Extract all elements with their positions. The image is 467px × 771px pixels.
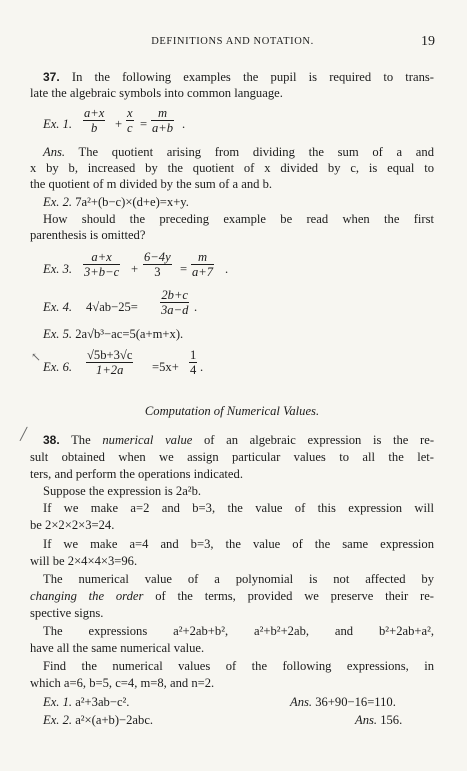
book-page: DEFINITIONS AND NOTATION. 19 37. In the following examples the pupil is required to trans- late the algebraic symbols into common language. Ex. 1. $\frac{a+x}{b}$ + $\frac{x}{c}$ = $\frac{m}{a+b}$ . Ans. The quotient arising from dividing the sum of a and x by b, increased by the quotient of x divided by c, is equal to the quotient of m divided by the sum of a and b. Ex. 2. 7a²+(b−c)×(d+e)=x+y. How should the preceding example be read when the first parenthesis is omitted? Ex. 3. $\frac{a+x}{3+b-c}$ + $\frac{6-4y}{3}$ = $\frac{m}{a+7}$ . Ex. 4. 4√ab−25= $\frac{2b+c}{3a-d}$ . Ex. 5. 2a√b³−ac=5(a+m+x). ↖ Ex. 6. $\frac{√5b+3√c}{1+2a}$ =5x+ $\frac{1}{4}$ . Computation of Numerical Values. ╱ 38. The numerical value of an algebraic expression is the re- sult obtained when we assign particular values to all the let- ters, and perform the operations indicated. Suppose the expression is 2a²b. If we make a=2 and b=3, the value of this expression will be 2×2×2×3=24. If we make a=4 and b=3, the value of the same expression will be 2×4×4×3=96. The numerical value of a polynomial is not affected by changing the order of the terms, provided we preserve their re- spective signs. The expressions a²+2ab+b², a²+b²+2ab, and b²+2ab+a², have all the same numerical value. Find the numerical values of the following expressions, in which a=6, b=5, c=4, m=8, and n=2. Ex. 1. a²+3ab−c². Ans. 36+90−16=110. Ex. 2. a²×(a+b)−2abc. Ans. 156.	[20, 34, 435, 727]
running-head: DEFINITIONS AND NOTATION.	[151, 36, 314, 47]
ex3-fraction-3: $\frac{m}{a+7}$	[192, 250, 214, 279]
ex6-fraction-1: $\frac{√5b+3√c}{1+2a}$	[87, 348, 133, 377]
ex1-fraction-3: $\frac{m}{a+b}$	[152, 106, 174, 135]
ex2-expression: 7a²+(b−c)×(d+e)=x+y.	[75, 195, 189, 209]
page-header	[30, 36, 435, 52]
section-38-line-2: sult obtained when we assign particular values to all the let-	[30, 450, 434, 464]
section-38-ex1: Ex. 1. a²+3ab−c².	[43, 695, 130, 709]
section-38-ex2: Ex. 2. a²×(a+b)−2abc.	[43, 713, 154, 727]
question-line-2: parenthesis is omitted?	[30, 228, 146, 242]
ex3-label: Ex. 3.	[43, 262, 73, 276]
ans-line-3: the quotient of m divided by the sum of a and b.	[30, 177, 273, 191]
section-38-line-11: spective signs.	[30, 606, 104, 620]
section-38-number: 38.	[43, 433, 60, 447]
section-38-line-14: Find the numerical values of the following expressions, in	[43, 659, 434, 673]
ex2-line	[43, 195, 434, 210]
section-38-line-9: The numerical value of a polynomial is not affected by	[43, 572, 434, 586]
ex3-fraction-2: $\frac{6-4y}{3}$	[144, 250, 171, 279]
ex1-label: Ex. 1.	[43, 117, 73, 131]
section-37-intro-line-2: late the algebraic symbols into common language.	[30, 86, 283, 100]
section-38-line-7: If we make a=4 and b=3, the value of the same expression	[43, 537, 434, 551]
ans-line-1: Ans. The quotient arising from dividing the sum of a and	[43, 145, 434, 159]
section-37-intro-line-1: 37. In the following examples the pupil is required to trans-	[43, 70, 434, 84]
margin-mark: ↖	[31, 350, 42, 364]
ex1-fraction-1: $\frac{a+x}{b}$	[84, 106, 105, 135]
section-38-line-10: changing the order of the terms, provided we preserve their re-	[30, 589, 434, 603]
section-38-line-4: Suppose the expression is 2a²b.	[43, 484, 202, 498]
ex5-line	[43, 327, 434, 342]
page-number: 19	[421, 34, 435, 49]
ans-label: Ans.	[43, 145, 66, 159]
section-37-number: 37.	[43, 70, 60, 84]
ans-line-2: x by b, increased by the quotient of x divided by c, is equal to	[30, 161, 434, 175]
ex6-label: Ex. 6.	[43, 360, 73, 374]
section-38-ex1-answer: Ans. 36+90−16=110.	[290, 695, 396, 709]
ex4-lhs: 4√ab−25=	[86, 300, 138, 314]
ex5-label: Ex. 5.	[43, 327, 73, 341]
ex5-expression: 2a√b³−ac=5(a+m+x).	[75, 327, 184, 341]
ex6-fraction-2: $\frac{1}{4}$	[190, 348, 197, 377]
section-38-line-8: will be 2×4×4×3=96.	[30, 554, 138, 568]
section-38-line-3: ters, and perform the operations indicated.	[30, 467, 243, 481]
ex1-fraction-2: $\frac{x}{c}$	[127, 106, 133, 135]
section-38-line-13: have all the same numerical value.	[30, 641, 205, 655]
ex3-fraction-1: $\frac{a+x}{3+b-c}$	[84, 250, 120, 279]
ex2-label: Ex. 2.	[43, 195, 73, 209]
margin-mark-2: ╱	[20, 427, 28, 441]
section-38-ex2-answer: Ans. 156.	[355, 713, 403, 727]
ex4-label: Ex. 4.	[43, 300, 73, 314]
section-38-line-6: be 2×2×2×3=24.	[30, 518, 115, 532]
section-38-line-12: The expressions a²+2ab+b², a²+b²+2ab, and b²+2ab+a²,	[43, 624, 434, 638]
section-38-line-5: If we make a=2 and b=3, the value of this expression will	[43, 501, 434, 515]
question-line-1: How should the preceding example be read when the first	[43, 212, 434, 226]
ex4-fraction: $\frac{2b+c}{3a-d}$	[161, 288, 189, 317]
section-38-line-1: 38. The numerical value of an algebraic expression is the re-	[43, 433, 435, 447]
section-38-line-15: which a=6, b=5, c=4, m=8, and n=2.	[30, 676, 215, 690]
computation-heading: Computation of Numerical Values.	[144, 404, 320, 418]
